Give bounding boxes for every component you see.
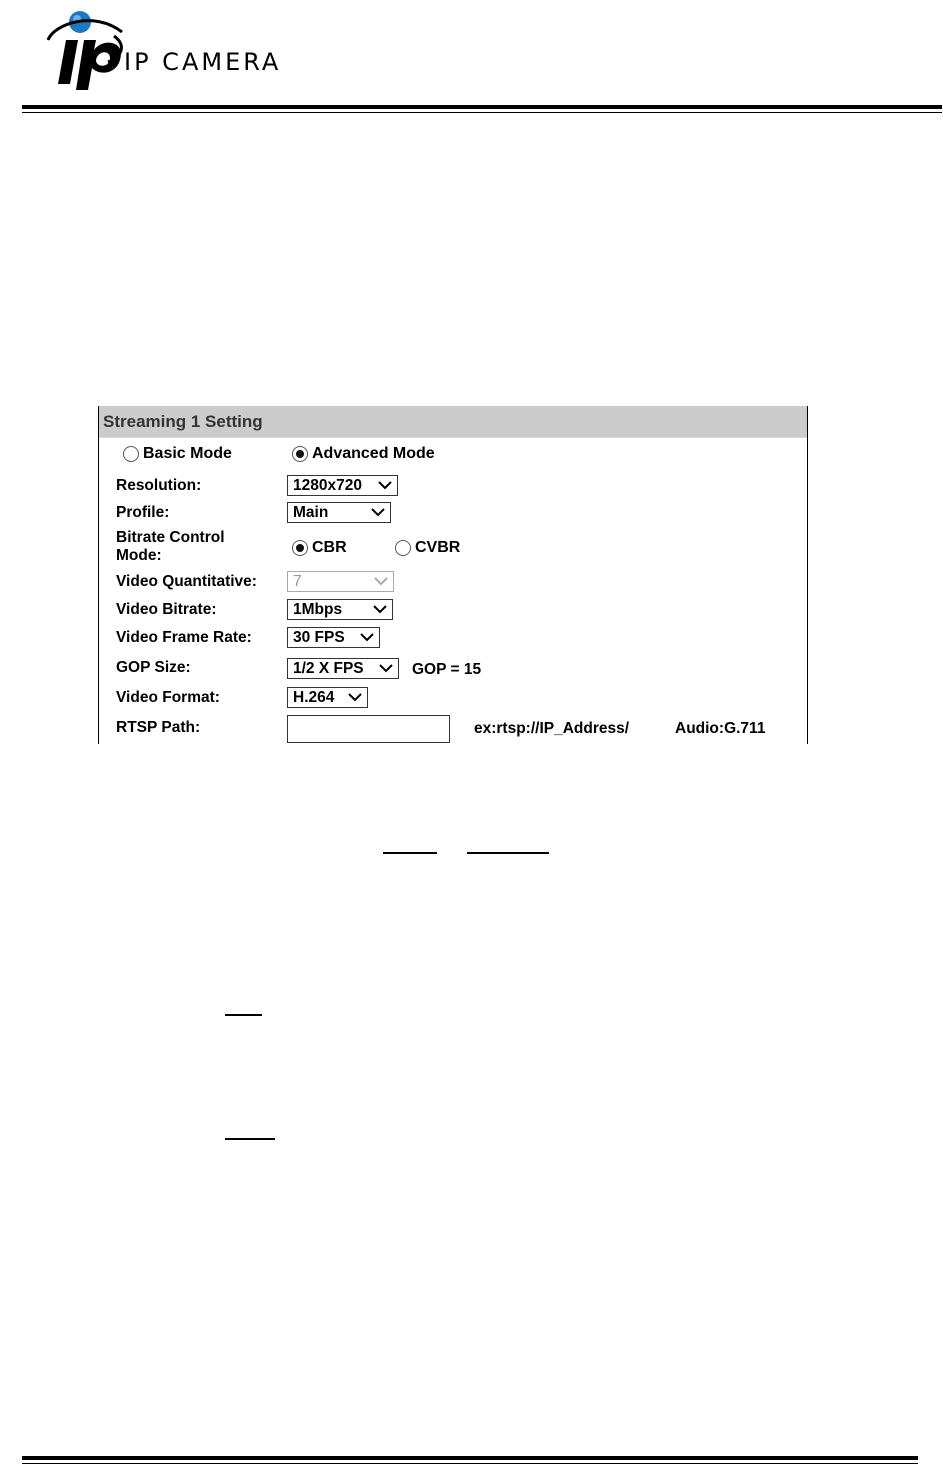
header-rule [22, 105, 942, 109]
video-frame-rate-label: Video Frame Rate: [116, 629, 252, 646]
underline-mark [467, 852, 549, 854]
bitrate-control-label-line1: Bitrate Control [116, 529, 225, 546]
header-rule-thin [22, 112, 942, 113]
chevron-down-icon [379, 662, 393, 674]
basic-mode-radio[interactable] [123, 445, 232, 463]
radio-checked-icon [292, 446, 308, 462]
video-bitrate-value: 1Mbps [293, 601, 343, 618]
underline-mark [225, 1138, 275, 1140]
bitrate-control-label-line2: Mode: [116, 547, 162, 564]
bitrate-control-label [116, 529, 225, 565]
logo-text: IP CAMERA [124, 48, 282, 76]
advanced-mode-radio[interactable] [292, 445, 435, 463]
cvbr-radio[interactable] [395, 539, 460, 557]
radio-unchecked-icon [123, 446, 139, 462]
chevron-down-icon [348, 691, 362, 703]
cbr-label: CBR [312, 539, 347, 556]
radio-checked-icon [292, 540, 308, 556]
panel-header [99, 406, 807, 438]
footer-rule-thin [22, 1463, 918, 1464]
gop-size-value: 1/2 X FPS [293, 660, 364, 677]
video-format-value: H.264 [293, 689, 335, 706]
underline-mark [383, 852, 437, 854]
rtsp-example-text: ex:rtsp://IP_Address/ [474, 720, 630, 737]
video-format-select[interactable] [287, 687, 368, 708]
streaming-settings-panel [98, 406, 808, 744]
profile-value: Main [293, 504, 329, 521]
chevron-down-icon [374, 575, 388, 587]
cvbr-label: CVBR [415, 539, 461, 556]
audio-codec-text: Audio:G.711 [675, 720, 766, 737]
video-frame-rate-select[interactable] [287, 627, 380, 648]
resolution-label: Resolution: [116, 477, 202, 494]
resolution-value: 1280x720 [293, 477, 362, 494]
chevron-down-icon [360, 631, 374, 643]
panel-title: Streaming 1 Setting [103, 412, 263, 431]
gop-value-text: GOP = 15 [412, 661, 482, 678]
video-quantitative-select [287, 571, 394, 592]
rtsp-path-input[interactable] [287, 715, 450, 743]
cbr-radio[interactable] [292, 539, 347, 557]
gop-size-label: GOP Size: [116, 659, 191, 676]
profile-label: Profile: [116, 504, 170, 521]
basic-mode-label: Basic Mode [143, 445, 232, 462]
video-bitrate-select[interactable] [287, 599, 393, 620]
chevron-down-icon [373, 603, 387, 615]
profile-select[interactable] [287, 502, 391, 523]
footer-rule [22, 1456, 918, 1460]
chevron-down-icon [371, 506, 385, 518]
underline-mark [225, 1014, 262, 1016]
ip-camera-logo [44, 6, 294, 96]
video-frame-rate-value: 30 FPS [293, 629, 345, 646]
resolution-select[interactable] [287, 475, 398, 496]
gop-size-select[interactable] [287, 658, 399, 679]
advanced-mode-label: Advanced Mode [312, 445, 435, 462]
video-quantitative-value: 7 [293, 573, 302, 590]
video-quantitative-label: Video Quantitative: [116, 573, 257, 590]
radio-unchecked-icon [395, 540, 411, 556]
video-bitrate-label: Video Bitrate: [116, 601, 217, 618]
video-format-label: Video Format: [116, 689, 220, 706]
rtsp-path-label: RTSP Path: [116, 719, 201, 736]
chevron-down-icon [378, 479, 392, 491]
